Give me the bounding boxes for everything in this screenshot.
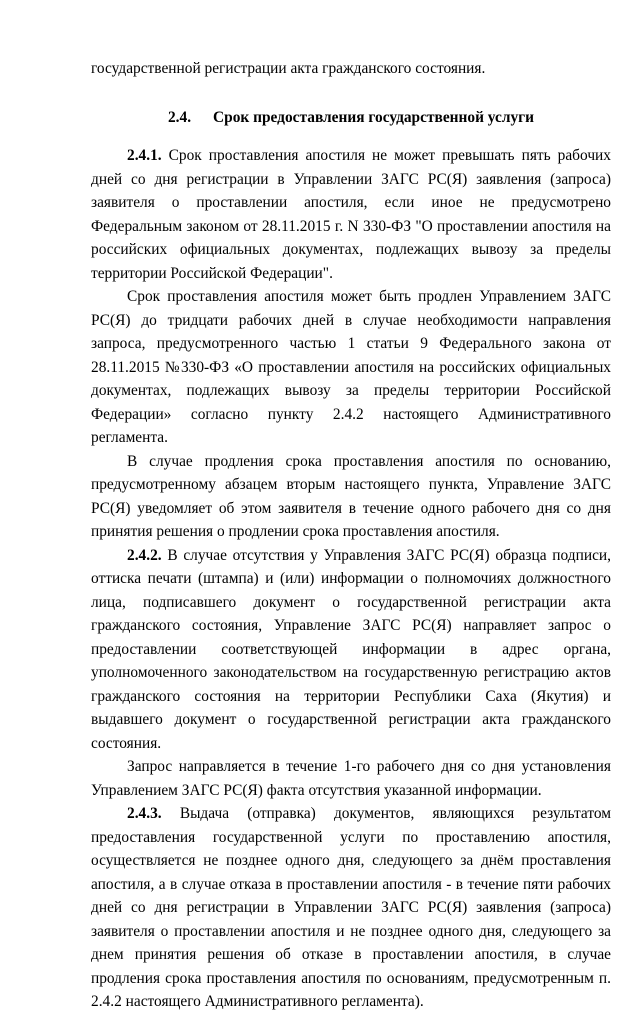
paragraph-text: Срок проставления апостиля не может превышать пять рабочих дней со дня регистрации в Управлении ЗАГС РС(Я) заявления (запроса) заявителя о проставлении апостиля, если иное не предусмотрено Федеральным законом от 28.11.2015 г. N 330-ФЗ "О проставлении апостиля на российских официальных документах, подлежащих вывозу за пределы территории Российской Федерации". [91, 147, 611, 282]
paragraph-notification [91, 450, 611, 544]
paragraph-text: В случае продления срока проставления апостиля по основанию, предусмотренному абзацем вторым настоящего пункта, Управление ЗАГС РС(Я) уведомляет об этом заявителя в течение одного рабочего дня со дня принятия решения о продлении срока проставления апостиля. [91, 452, 611, 540]
section-heading [91, 106, 611, 130]
paragraph-text: Срок проставления апостиля может быть продлен Управлением ЗАГС РС(Я) до тридцати рабочих дней в случае необходимости направления запроса, предусмотренного частью 1 статьи 9 Федерального закона от 28.11.2015 №330-ФЗ «О проставлении апостиля на российских официальных документах, подлежащих вывозу за пределы территории Российской Федерации» согласно пункту 2.4.2 настоящего Административного регламента. [91, 288, 611, 446]
clause-number: 2.4.2. [127, 546, 162, 564]
section-number: 2.4. [167, 108, 192, 126]
paragraph-2-4-3 [91, 802, 611, 1014]
paragraph-2-4-1 [91, 144, 611, 285]
section-title: Срок предоставления государственной услуги [213, 108, 535, 126]
paragraph-text: В случае отсутствия у Управления ЗАГС РС(Я) образца подписи, оттиска печати (штампа) и (или) информации о полномочиях должностного лица, подписавшего документ о государственной регистрации акта гражданского состояния, Управление ЗАГС РС(Я) направляет запрос о предоставлении соответствующей информации в адрес органа, уполномоченного законодательством на государственную регистрацию актов гражданского состояния на территории Республики Саха (Якутия) и выдавшего документ о государственной регистрации акта гражданского состояния. [91, 546, 611, 752]
continuation-line: государственной регистрации акта гражданского состояния. [91, 60, 486, 77]
paragraph-text: Выдача (отправка) документов, являющихся результатом предоставления государственной услуги по проставлению апостиля, осуществляется не позднее одного дня, следующего за днём проставления апостиля, а в случае отказа в проставлении апостиля - в течение пяти рабочих дней со дня регистрации в Управлении ЗАГС РС(Я) заявления (запроса) заявителя о проставлении апостиля и не позднее одного дня, следующего за днем принятия решения об отказе в проставлении апостиля, в случае продления срока проставления апостиля по основаниям, предусмотренным п. 2.4.2 настоящего Административного регламента). [91, 805, 611, 1010]
paragraph-request [91, 755, 611, 802]
clause-number: 2.4.1. [127, 147, 162, 164]
clause-number: 2.4.3. [127, 805, 162, 822]
paragraph-2-4-2 [91, 544, 611, 756]
document-body [91, 57, 611, 1014]
paragraph-extension [91, 285, 611, 450]
paragraph-text: Запрос направляется в течение 1-го рабочего дня со дня установления Управлением ЗАГС РС(Я) факта отсутствия указанной информации. [91, 758, 611, 799]
